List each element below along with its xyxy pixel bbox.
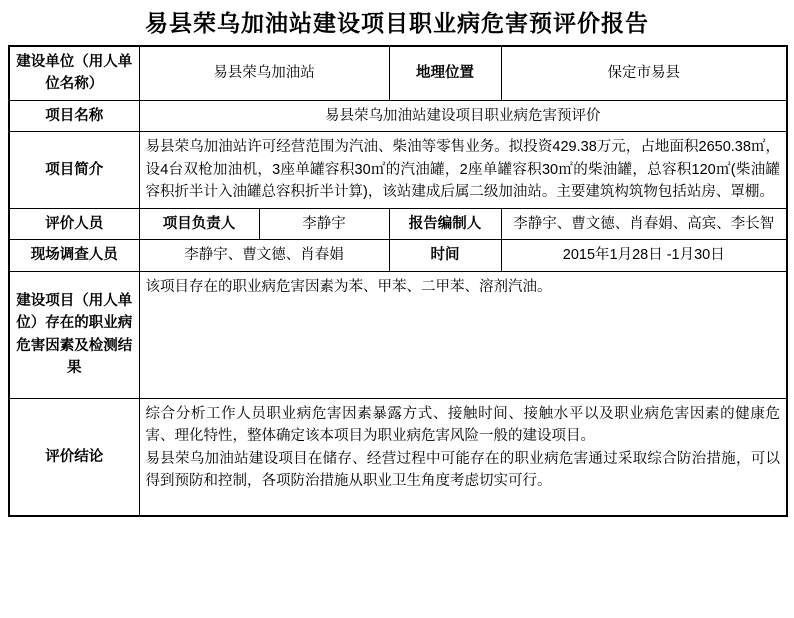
site-survey-label: 现场调查人员 (9, 240, 139, 271)
project-leader-label: 项目负责人 (139, 208, 259, 239)
table-row (9, 240, 787, 271)
report-writer-value: 李静宇、曹文德、肖春娟、高宾、李长智 (501, 208, 787, 239)
project-leader-value: 李静宇 (259, 208, 389, 239)
hazard-factors-label: 建设项目（用人单位）存在的职业病危害因素及检测结果 (9, 271, 139, 398)
construction-unit-value: 易县荣乌加油站 (139, 46, 389, 100)
site-survey-value: 李静宇、曹文德、肖春娟 (139, 240, 389, 271)
evaluation-report-table (8, 45, 788, 517)
report-writer-label: 报告编制人 (389, 208, 501, 239)
project-name-value: 易县荣乌加油站建设项目职业病危害预评价 (139, 100, 787, 131)
conclusion-paragraph-2: 易县荣乌加油站建设项目在储存、经营过程中可能存在的职业病危害通过采取综合防治措施，可以得到预防和控制，各项防治措施从职业卫生角度考虑切实可行。 (145, 450, 780, 490)
location-label: 地理位置 (389, 46, 501, 100)
time-value: 2015年1月28日 -1月30日 (501, 240, 787, 271)
table-row (9, 132, 787, 208)
table-row (9, 271, 787, 398)
time-label: 时间 (389, 240, 501, 271)
page-title: 易县荣乌加油站建设项目职业病危害预评价报告 (145, 10, 649, 36)
table-row (9, 100, 787, 131)
conclusion-paragraph-1: 综合分析工作人员职业病危害因素暴露方式、接触时间、接触水平以及职业病危害因素的健康危害、理化特性，整体确定该本项目为职业病危害风险一般的建设项目。 (145, 405, 780, 445)
staff-label: 评价人员 (9, 208, 139, 239)
project-name-label: 项目名称 (9, 100, 139, 131)
table-row (9, 208, 787, 239)
conclusion-value (139, 398, 787, 516)
table-row (9, 46, 787, 100)
hazard-factors-value: 该项目存在的职业病危害因素为苯、甲苯、二甲苯、溶剂汽油。 (139, 271, 787, 398)
project-intro-value: 易县荣乌加油站许可经营范围为汽油、柴油等零售业务。拟投资429.38万元，占地面积2650.38㎡，设4台双枪加油机，3座单罐容积30㎡的汽油罐，2座单罐容积30㎡的柴油罐，总容积120㎡(柴油罐容积折半计入油罐总容积折半计算)，该站建成后属二级加油站。主要建筑构筑物包括站房、罩棚。 (139, 132, 787, 208)
project-intro-label: 项目简介 (9, 132, 139, 208)
table-row (9, 398, 787, 516)
location-value: 保定市易县 (501, 46, 787, 100)
construction-unit-label: 建设单位（用人单位名称） (9, 46, 139, 100)
conclusion-label: 评价结论 (9, 398, 139, 516)
